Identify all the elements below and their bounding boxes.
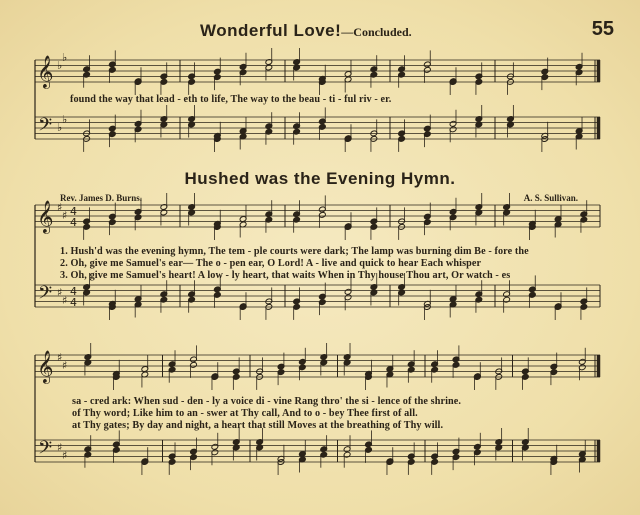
- system1-treble-clef-icon: 𝄞: [37, 55, 54, 88]
- system2-sharp-icon: ♯: [57, 201, 63, 214]
- system3-bass-clef-icon: 𝄢: [38, 438, 53, 463]
- system1-flat-icon: ♭: [62, 113, 68, 126]
- hymn1-title-suffix: —Concluded.: [341, 25, 412, 39]
- system3-treble-clef-icon: 𝄞: [37, 350, 54, 383]
- system3-sharp-icon: ♯: [57, 351, 63, 364]
- system2-time-signature: 4: [70, 296, 77, 309]
- system2-time-signature: 4: [70, 285, 77, 298]
- hymn2-verse1-line1: 1. Hush'd was the evening hymn, The tem - ple courts were dark; The lamp was burning dim Be - fore the: [60, 246, 529, 257]
- system2-bass-clef-icon: 𝄢: [38, 283, 53, 308]
- hymn2-verse2-line2: of Thy word; Like him to an - swer at Thy call, And to o - bey Thee first of all.: [72, 408, 418, 419]
- hymn2-composer: A. S. Sullivan.: [523, 193, 578, 203]
- system1-flat-icon: ♭: [62, 51, 68, 64]
- hymn2-title: Hushed was the Evening Hymn.: [184, 169, 456, 188]
- hymn2-author: Rev. James D. Burns.: [60, 193, 143, 203]
- hymn2-verse1-line2: sa - cred ark: When sud - den - ly a voice di - vine Rang thro' the si - lence of the shrine.: [72, 396, 462, 407]
- system2-time-signature: 4: [70, 205, 77, 218]
- system2-sharp-icon: ♯: [62, 209, 68, 222]
- hymn1-title-main: Wonderful Love!: [200, 21, 342, 40]
- system1-bass-clef-icon: 𝄢: [38, 115, 53, 140]
- hymn2-verse3-line2: at Thy gates; By day and night, a heart that still Moves at the breathing of Thy will.: [72, 420, 444, 431]
- system2-sharp-icon: ♯: [62, 294, 68, 307]
- hymn2-verse3-line1: 3. Oh, give me Samuel's heart! A low - ly heart, that waits When in Thy house Thou art, Or watch - es: [60, 270, 511, 281]
- hymn2-verse2-line1: 2. Oh, give me Samuel's ear— The o - pen ear, O Lord! A - live and quick to hear Each whisper: [60, 258, 482, 269]
- page-number: 55: [591, 18, 614, 40]
- hymn1-lyrics: found the way that lead - eth to life, The way to the beau - ti - ful riv - er.: [70, 94, 392, 105]
- system3-sharp-icon: ♯: [62, 359, 68, 372]
- system3-sharp-icon: ♯: [62, 449, 68, 462]
- system2-treble-clef-icon: 𝄞: [37, 200, 54, 233]
- system2-time-signature: 4: [70, 216, 77, 229]
- system1-flat-icon: ♭: [57, 121, 63, 134]
- system2-sharp-icon: ♯: [57, 286, 63, 299]
- system1-flat-icon: ♭: [57, 59, 63, 72]
- system3-sharp-icon: ♯: [57, 441, 63, 454]
- hymn1-title: [200, 21, 412, 41]
